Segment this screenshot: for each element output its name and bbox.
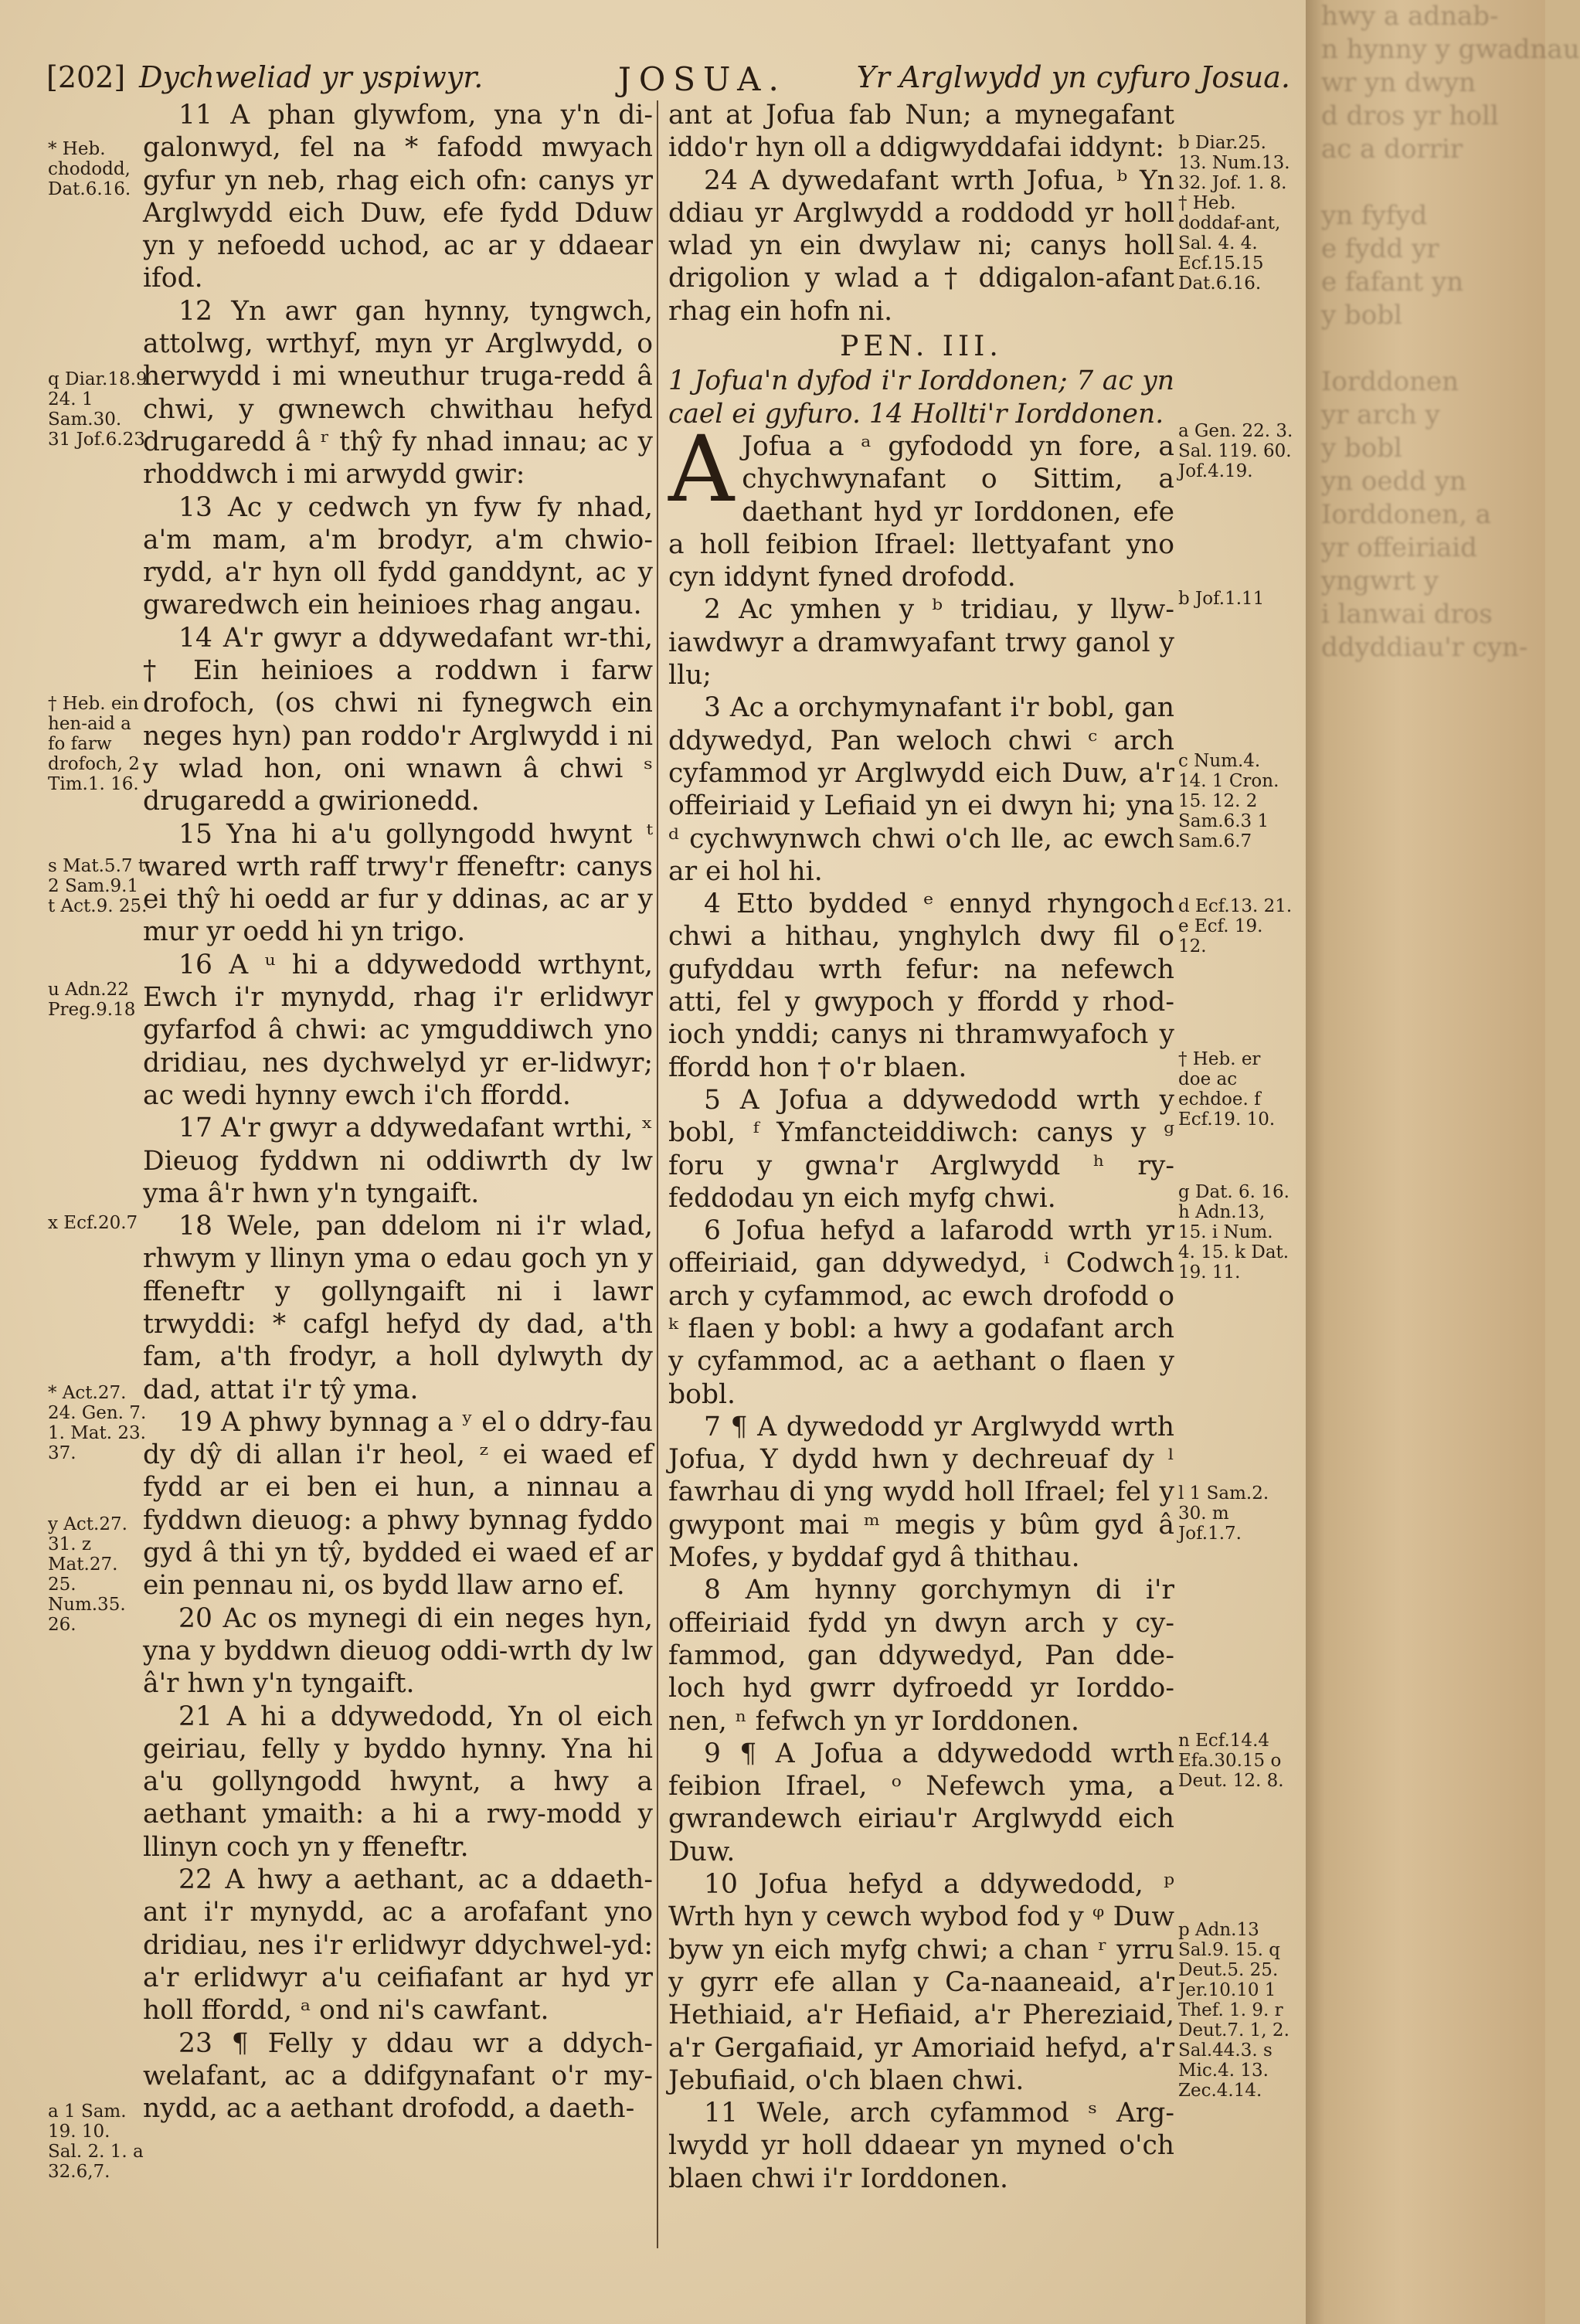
bleed-line: y bobl bbox=[1321, 300, 1402, 331]
margin-note: d Ecf.13. 21. e Ecf. 19. 12. bbox=[1178, 896, 1293, 956]
left-text-column bbox=[143, 99, 653, 2125]
verse: ant at Jofua fab Nun; a mynegafant iddo'r hyn oll a ddigwyddafai iddynt: bbox=[668, 100, 1174, 164]
verse: 8 Am hynny gorchymyn di i'r offeiriaid fydd yn dwyn arch y cy-fammod, gan ddywedyd, Pan dde-loch hyd gwrr dyfroedd yr Iorddo-nen, ⁿ fefwch yn yr Iorddonen. bbox=[668, 1575, 1174, 1737]
verse: 23 ¶ Felly y ddau wr a ddych-welafant, ac a ddifgynafant o'r my-nydd, ac a aethant drofodd, a daeth- bbox=[143, 2027, 653, 2125]
bleed-line: n hynny y gwadnau bbox=[1321, 34, 1580, 65]
verse: 6 Jofua hefyd a lafarodd wrth yr offeiriaid, gan ddywedyd, ⁱ Codwch arch y cyfammod, ac ewch drofodd o ᵏ flaen y bobl: a hwy a godafant arch y cyfammod, ac a aethant o flaen y bobl. bbox=[668, 1215, 1174, 1410]
margin-note: a 1 Sam. 19. 10. Sal. 2. 1. a 32.6,7. bbox=[48, 2101, 144, 2182]
margin-note: u Adn.22 Preg.9.18 bbox=[48, 980, 136, 1020]
page-number: [202] bbox=[46, 60, 126, 94]
bleed-line: ddyddiau'r cyn- bbox=[1321, 632, 1528, 663]
margin-note: s Mat.5.7 t 2 Sam.9.1 t Act.9. 25. bbox=[48, 856, 148, 916]
margin-note: * Heb. chododd, Dat.6.16. bbox=[48, 139, 131, 199]
verse: 12 Yn awr gan hynny, tyngwch, attolwg, wrthyf, myn yr Arglwydd, o herwydd i mi wneuthur truga-redd â chwi, y gwnewch chwithau hefyd drugaredd â ʳ thŷ fy nhad innau; ac y rhoddwch i mi arwydd gwir: bbox=[143, 295, 653, 491]
bleed-line: e fafant yn bbox=[1321, 267, 1464, 297]
right-running-head: Yr Arglwydd yn cyfuro Josua. bbox=[856, 60, 1290, 94]
running-header bbox=[46, 60, 1290, 99]
verse: 10 Jofua hefyd a ddywedodd, ᵖ Wrth hyn y cewch wybod fod y ᵠ Duw byw yn eich myfg chwi; a chan ʳ yrru y gyrr efe allan y Ca-naaneaid, a'r Hethiaid, a'r Hefiaid, a'r Phereziaid, a'r Gergafiaid, yr Amoriaid hefyd, a'r Jebufiaid, o'ch blaen chwi. bbox=[668, 1869, 1174, 2096]
drop-cap: A bbox=[668, 415, 735, 522]
verse: 15 Yna hi a'u gollyngodd hwynt ᵗ wared wrth raff trwy'r ffeneftr: canys ei thŷ hi oedd ar fur y ddinas, ac ar y mur yr oedd hi yn trigo. bbox=[143, 818, 653, 948]
bleed-line: yr arch y bbox=[1321, 399, 1440, 430]
margin-note: n Ecf.14.4 Efa.30.15 o Deut. 12. 8. bbox=[1178, 1731, 1284, 1791]
verse: 21 A hi a ddywedodd, Yn ol eich geiriau, felly y byddo hynny. Yna hi a'u gollyngodd hwynt, a hwy a aethant ymaith: a hi a rwy-modd y llinyn coch yn y ffeneftr. bbox=[143, 1701, 653, 1863]
chapter-heading: PEN. III. bbox=[840, 331, 1003, 363]
margin-note: b Diar.25. 13. Num.13. 32. Jof. 1. 8. † Heb. doddaf-ant, Sal. 4. 4. Ecf.15.15 Dat.6.16. bbox=[1178, 133, 1290, 294]
verse: 17 A'r gwyr a ddywedafant wrthi, ˣ Dieuog fyddwn ni oddiwrth dy lw yma â'r hwn y'n tyngaift. bbox=[143, 1113, 653, 1209]
verse: 4 Etto bydded ᵉ ennyd rhyngoch chwi a hithau, ynghylch dwy fil o gufyddau wrth fefur: na nefewch atti, fel y gwypoch y ffordd y rhod-ioch ynddi; canys ni thramwyafoch y ffordd hon † o'r blaen. bbox=[668, 888, 1174, 1083]
verse: 22 A hwy a aethant, ac a ddaeth-ant i'r mynydd, ac a arofafant yno dridiau, nes i'r erlidwyr ddychwel-yd: a'r erlidwyr a'u ceifiafant ar hyd yr holl ffordd, ᵃ ond ni's cawfant. bbox=[143, 1864, 653, 2027]
verse: 24 A dywedafant wrth Jofua, ᵇ Yn ddiau yr Arglwydd a roddodd yr holl wlad yn ein dwylaw ni; canys holl drigolion y wlad a † ddigalon-afant rhag ein hofn ni. bbox=[668, 165, 1174, 327]
column-divider bbox=[657, 100, 658, 2248]
left-running-head: Dychweliad yr yspiwyr. bbox=[139, 60, 484, 94]
verse-text: Jofua a ᵃ gyfododd yn fore, a chychwynafant o Sittim, a daethant hyd yr Iorddonen, efe a holl feibion Ifrael: llettyafant yno cyn iddynt fyned drofodd. bbox=[668, 430, 1174, 593]
verse: 9 ¶ A Jofua a ddywedodd wrth feibion Ifrael, ᵒ Nefewch yma, a gwrandewch eiriau'r Arglwydd eich Duw. bbox=[668, 1738, 1174, 1867]
facing-page-bleed-through bbox=[1306, 0, 1580, 2324]
verse: 5 A Jofua a ddywedodd wrth y bobl, ᶠ Ymfancteiddiwch: canys y ᵍ foru y gwna'r Arglwydd ʰ ry-feddodau yn eich myfg chwi. bbox=[668, 1084, 1174, 1214]
bleed-line: wr yn dwyn bbox=[1321, 67, 1476, 98]
verse: 19 A phwy bynnag a ʸ el o ddry-fau dy dŷ di allan i'r heol, ᶻ ei waed ef fydd ar ei ben ei hun, a ninnau a fyddwn dieuog: a phwy bynnag fyddo gyd â thi yn tŷ, bydded ei waed ef ar ein pennau ni, os bydd llaw arno ef. bbox=[143, 1406, 653, 1602]
margin-note: q Diar.18.9 24. 1 Sam.30. 31 Jof.6.23 bbox=[48, 369, 148, 450]
book-title: JOSUA. bbox=[618, 60, 787, 98]
margin-note: a Gen. 22. 3. Sal. 119. 60. Jof.4.19. bbox=[1178, 421, 1293, 481]
margin-note: † Heb. er doe ac echdoe. f Ecf.19. 10. bbox=[1178, 1049, 1276, 1130]
bleed-line: yr offeiriaid bbox=[1321, 532, 1477, 563]
right-text-column bbox=[668, 99, 1174, 2195]
bleed-line: Iorddonen bbox=[1321, 366, 1459, 397]
margin-note: x Ecf.20.7 bbox=[48, 1213, 138, 1233]
margin-note: c Num.4. 14. 1 Cron. 15. 12. 2 Sam.6.3 1 Sam.6.7 bbox=[1178, 751, 1279, 851]
bleed-line: d dros yr holl bbox=[1321, 100, 1499, 131]
chapter-summary: 1 Jofua'n dyfod i'r Iorddonen; 7 ac yn cael ei gyfuro. 14 Hollti'r Iorddonen. bbox=[668, 365, 1174, 430]
verse: 18 Wele, pan ddelom ni i'r wlad, rhwym y llinyn yma o edau goch yn y ffeneftr y gollyngaift ni i lawr trwyddi: * cafgl hefyd dy dad, a'th fam, a'th frodyr, a holl dylwyth dy dad, attat i'r tŷ yma. bbox=[143, 1211, 653, 1405]
verse: 7 ¶ A dywedodd yr Arglwydd wrth Jofua, Y dydd hwn y dechreuaf dy ˡ fawrhau di yng wydd holl Ifrael; fel y gwypont mai ᵐ megis y bûm gyd â Mofes, y byddaf gyd â thithau. bbox=[668, 1411, 1174, 1574]
margin-note: g Dat. 6. 16. h Adn.13, 15. i Num. 4. 15. k Dat. 19. 11. bbox=[1178, 1182, 1289, 1283]
bleed-line: y bobl bbox=[1321, 433, 1402, 464]
bleed-line: hwy a adnab- bbox=[1321, 1, 1499, 32]
bleed-line: e fydd yr bbox=[1321, 233, 1439, 264]
verse: 13 Ac y cedwch yn fyw fy nhad, a'm mam, a'm brodyr, a'm chwio-rydd, a'r hyn oll fydd ganddynt, ac y gwaredwch ein heinioes rhag angau. bbox=[143, 491, 653, 621]
verse: 2 Ac ymhen y ᵇ tridiau, y llyw-iawdwyr a dramwyafant trwy ganol y llu; bbox=[668, 594, 1174, 691]
verse: 11 A phan glywfom, yna y'n di-galonwyd, fel na * fafodd mwyach gyfur yn neb, rhag eich ofn: canys yr Arglwydd eich Duw, efe fydd Dduw yn y nefoedd uchod, ac ar y ddaear ifod. bbox=[143, 100, 653, 294]
margin-note: † Heb. ein hen-aid a fo farw drofoch, 2 Tim.1. 16. bbox=[48, 694, 140, 794]
verse: 3 Ac a orchymynafant i'r bobl, gan ddywedyd, Pan weloch chwi ᶜ arch cyfammod yr Arglwydd eich Duw, a'r offeiriaid y Lefiaid yn ei dwyn hi; yna ᵈ cychwynwch chwi o'ch lle, ac ewch ar ei hol hi. bbox=[668, 692, 1174, 887]
margin-note: b Jof.1.11 bbox=[1178, 589, 1265, 609]
bleed-line: yn oedd yn bbox=[1321, 466, 1466, 497]
bleed-line: i lanwai dros bbox=[1321, 599, 1493, 630]
verse: 11 Wele, arch cyfammod ˢ Arg-lwydd yr holl ddaear yn myned o'ch blaen chwi i'r Iorddonen. bbox=[668, 2098, 1174, 2194]
verse-first bbox=[668, 415, 1174, 593]
margin-note: p Adn.13 Sal.9. 15. q Deut.5. 25. Jer.10.10 1 Thef. 1. 9. r Deut.7. 1, 2. Sal.44.3. s Mic.4. 13. Zec.4.14. bbox=[1178, 1920, 1289, 2101]
bleed-line: yngwrt y bbox=[1321, 566, 1439, 596]
verse: 16 A ᵘ hi a ddywedodd wrthynt, Ewch i'r mynydd, rhag i'r erlidwyr gyfarfod â chwi: ac ymguddiwch yno dridiau, nes dychwelyd yr er-lidwyr; ac wedi hynny ewch i'ch ffordd. bbox=[143, 949, 653, 1111]
verse: 20 Ac os mynegi di ein neges hyn, yna y byddwn dieuog oddi-wrth dy lw â'r hwn y'n tyngaift. bbox=[143, 1602, 653, 1700]
margin-note: y Act.27. 31. z Mat.27. 25. Num.35. 26. bbox=[48, 1514, 127, 1635]
bleed-line: ac a dorrir bbox=[1321, 134, 1463, 165]
margin-note: l 1 Sam.2. 30. m Jof.1.7. bbox=[1178, 1483, 1269, 1544]
margin-note: * Act.27. 24. Gen. 7. 1. Mat. 23. 37. bbox=[48, 1383, 147, 1463]
verse: 14 A'r gwyr a ddywedafant wr-thi, † Ein heinioes a roddwn i farw drofoch, (os chwi ni fynegwch ein neges hyn) pan roddo'r Arglwydd i ni y wlad hon, oni wnawn â chwi ˢ drugaredd a gwirionedd. bbox=[143, 622, 653, 817]
bleed-line: yn fyfyd bbox=[1321, 200, 1428, 231]
bleed-line: Iorddonen, a bbox=[1321, 499, 1491, 530]
